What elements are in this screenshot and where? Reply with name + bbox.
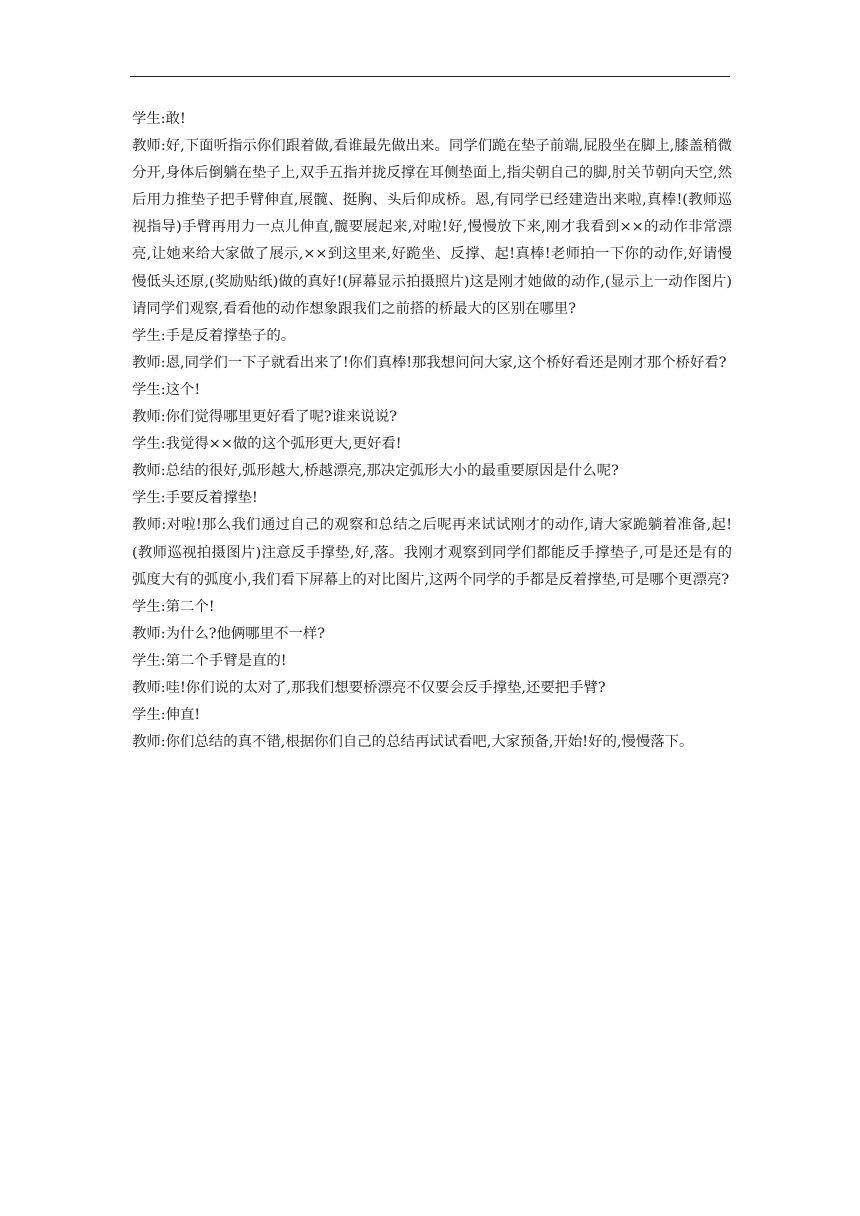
dialogue-line-teacher: 教师:你们总结的真不错,根据你们自己的总结再试试看吧,大家预备,开始!好的,慢慢落下。 xyxy=(132,734,694,751)
dialogue-line-student: 学生:第二个! xyxy=(132,598,215,615)
dialogue-line-student: 学生:这个! xyxy=(132,381,201,398)
dialogue-line-teacher: 教师:为什么?他俩哪里不一样? xyxy=(132,625,325,642)
dialogue-line-student: 学生:第二个手臂是直的! xyxy=(132,652,287,669)
dialogue-line-teacher: 教师:好,下面听指示你们跟着做,看谁最先做出来。同学们跪在垫子前端,屁股坐在脚上,膝盖稍微分开,身体后倒躺在垫子上,双手五指并拢反撑在耳侧垫面上,指尖朝自己的脚,肘关节朝向天空,然后用力推垫子把手臂伸直,展髋、挺胸、头后仰成桥。恩,有同学已经建造出来啦,真棒!(教师巡视指导)手臂再用力一点儿伸直,髋要展起来,对啦!好,慢慢放下来,刚才我看到××的动作非常漂亮,让她来给大家做了展示,××到这里来,好跪坐、反撑、起!真棒!老师拍一下你的动作,好请慢慢低头还原,(奖励贴纸)做的真好!(屏幕显示拍摄照片)这是刚才她做的动作,(显示上一动作图片)请同学们观察,看看他的动作想象跟我们之前搭的桥最大的区别在哪里? xyxy=(132,138,732,317)
dialogue-line-teacher: 教师:你们觉得哪里更好看了呢?谁来说说? xyxy=(132,409,397,426)
dialogue-line-teacher: 教师:恩,同学们一下子就看出来了!你们真棒!那我想问问大家,这个桥好看还是刚才那个桥好看? xyxy=(132,354,727,371)
dialogue-line-teacher: 教师:总结的很好,弧形越大,桥越漂亮,那决定弧形大小的最重要原因是什么呢? xyxy=(132,463,619,480)
dialogue-line-student: 学生:手是反着撑垫子的。 xyxy=(132,327,296,344)
dialogue-body xyxy=(132,106,732,756)
dialogue-line-student: 学生:伸直! xyxy=(132,707,201,724)
dialogue-line-teacher: 教师:对啦!那么我们通过自己的观察和总结之后呢再来试试刚才的动作,请大家跪躺着准备,起!(教师巡视拍摄图片)注意反手撑垫,好,落。我刚才观察到同学们都能反手撑垫子,可是还是有的弧度大有的弧度小,我们看下屏幕上的对比图片,这两个同学的手都是反着撑垫,可是哪个更漂亮? xyxy=(132,517,732,588)
header-rule xyxy=(130,76,730,77)
dialogue-line-teacher: 教师:哇!你们说的太对了,那我们想要桥漂亮不仅要会反手撑垫,还要把手臂? xyxy=(132,679,606,696)
dialogue-line-student: 学生:敢! xyxy=(132,111,186,127)
dialogue-line-student: 学生:手要反着撑垫! xyxy=(132,490,258,507)
dialogue-line-student: 学生:我觉得××做的这个弧形更大,更好看! xyxy=(132,436,402,453)
